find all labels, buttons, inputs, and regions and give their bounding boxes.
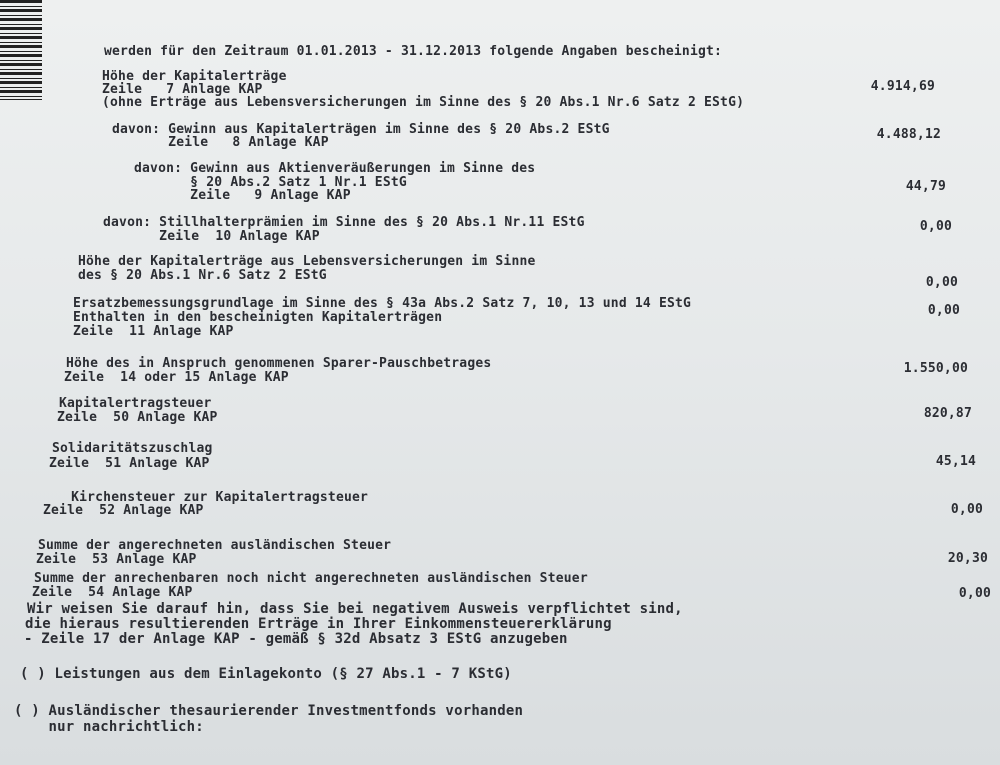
item-label: Höhe der Kapitalerträge — [102, 69, 287, 84]
notice-line: die hieraus resultierenden Erträge in Ihrer Einkommensteuererklärung — [25, 616, 612, 632]
item-label: Kirchensteuer zur Kapitalertragsteuer — [47, 490, 369, 505]
item-value: 1.550,00 — [903, 361, 968, 376]
item-line-ref: Zeile 51 Anlage KAP — [49, 456, 210, 471]
item-value: 44,79 — [905, 179, 946, 194]
item-value: 820,87 — [923, 406, 972, 421]
item-label: Kapitalertragsteuer — [59, 396, 212, 411]
item-line-ref: Zeile 52 Anlage KAP — [43, 503, 204, 518]
item-value: 0,00 — [927, 303, 960, 318]
notice-line: - Zeile 17 der Anlage KAP - gemäß § 32d Absatz 3 EStG anzugeben — [24, 631, 568, 647]
item-line-ref: Zeile 9 Anlage KAP — [134, 188, 351, 203]
item-line-ref: Zeile 54 Anlage KAP — [32, 585, 193, 600]
item-label: Höhe des in Anspruch genommenen Sparer-Pauschbetrages — [66, 356, 492, 371]
checkbox-einlagekonto: ( ) Leistungen aus dem Einlagekonto (§ 27 Abs.1 - 7 KStG) — [20, 666, 512, 682]
item-line-ref: Zeile 50 Anlage KAP — [57, 410, 218, 425]
item-label: davon: Gewinn aus Aktienveräußerungen im Sinne des — [134, 161, 536, 176]
item-label: Summe der anrechenbaren noch nicht angerechneten ausländischen Steuer — [34, 571, 588, 586]
item-value: 4.914,69 — [870, 79, 935, 94]
item-value: 4.488,12 — [876, 127, 941, 142]
item-line-ref: Zeile 10 Anlage KAP — [103, 229, 320, 244]
item-label: Summe der angerechneten ausländischen Steuer — [38, 538, 392, 553]
barcode — [0, 0, 42, 100]
item-line-ref: Zeile 14 oder 15 Anlage KAP — [64, 370, 289, 385]
item-label: davon: Stillhalterprämien im Sinne des § 20 Abs.1 Nr.11 EStG — [103, 215, 585, 230]
item-line-ref: Zeile 7 Anlage KAP — [102, 82, 263, 97]
item-value: 0,00 — [958, 586, 991, 601]
item-label: Solidaritätszuschlag — [52, 441, 213, 456]
item-value: 20,30 — [947, 551, 988, 566]
notice-line: Wir weisen Sie darauf hin, dass Sie bei negativem Ausweis verpflichtet sind, — [27, 601, 683, 617]
item-note: (ohne Erträge aus Lebensversicherungen im Sinne des § 20 Abs.1 Nr.6 Satz 2 EStG) — [102, 95, 745, 110]
checkbox-investmentfonds: ( ) Ausländischer thesaurierender Investmentfonds vorhanden — [14, 703, 524, 719]
item-line-ref: des § 20 Abs.1 Nr.6 Satz 2 EStG — [78, 268, 327, 283]
item-line-ref: Zeile 11 Anlage KAP — [73, 324, 234, 339]
item-value: 0,00 — [950, 502, 983, 517]
item-value: 0,00 — [925, 275, 958, 290]
item-label: davon: Gewinn aus Kapitalerträgen im Sinne des § 20 Abs.2 EStG — [112, 122, 610, 137]
item-line-ref: Zeile 8 Anlage KAP — [112, 135, 329, 150]
period-header: werden für den Zeitraum 01.01.2013 - 31.12.2013 folgende Angaben bescheinigt: — [104, 44, 723, 59]
item-label: Höhe der Kapitalerträge aus Lebensversicherungen im Sinne — [78, 254, 536, 269]
item-label: Ersatzbemessungsgrundlage im Sinne des § 43a Abs.2 Satz 7, 10, 13 und 14 EStG — [73, 296, 692, 311]
item-line-ref: § 20 Abs.2 Satz 1 Nr.1 EStG — [134, 175, 407, 190]
item-value: 45,14 — [935, 454, 976, 469]
item-line-ref: Enthalten in den bescheinigten Kapitalerträgen — [73, 310, 443, 325]
item-value: 0,00 — [919, 219, 952, 234]
item-line-ref: Zeile 53 Anlage KAP — [36, 552, 197, 567]
nachrichtlich-label: nur nachrichtlich: — [14, 719, 204, 735]
